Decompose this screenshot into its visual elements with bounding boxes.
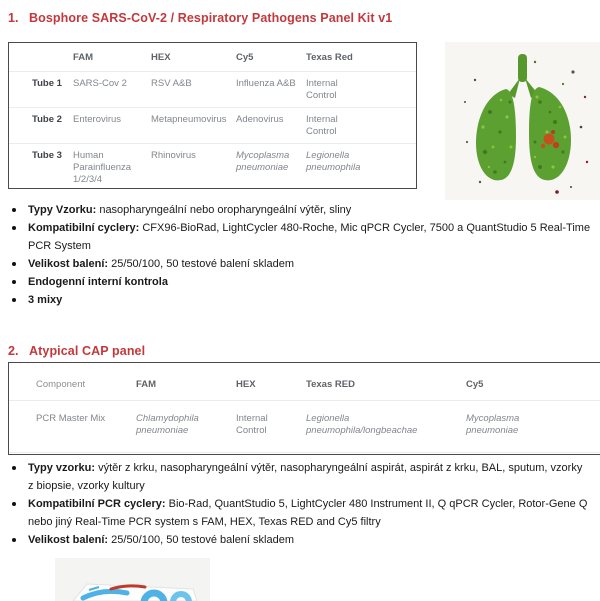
- table2-header-row: [9, 363, 600, 401]
- bullet-dot: [12, 538, 16, 542]
- bullet-dot: [12, 502, 16, 506]
- lungs-illustration: [445, 42, 600, 200]
- bullet-dot: [12, 208, 16, 212]
- table-row-master-mix: [9, 401, 600, 453]
- tube3-fam: Human Parainfluenza 1/2/3/4: [73, 150, 132, 185]
- product-box-photo: [55, 558, 210, 601]
- tube3-texas-red: Legionella pneumophila: [306, 150, 361, 173]
- section1-heading: [8, 11, 392, 25]
- tube1-cy5: Influenza A&B: [236, 72, 306, 108]
- tube2-label: Tube 2: [9, 108, 73, 144]
- table1-header-row: [9, 43, 416, 72]
- bullet-compatible-cyclers-2: Kompatibilní PCR cyclery: Bio-Rad, QuantStudio 5, LightCycler 480 Instrument II, Q qPCR Cycler, Rotor-Gene Q nebo jiný Real-Time PCR system s FAM, HEX, Texas RED and Cy5 filtry: [8, 495, 600, 531]
- tube2-texas-red: Internal Control: [306, 108, 376, 144]
- section2-heading: [8, 344, 145, 358]
- table2-col-fam: FAM: [136, 363, 236, 401]
- bullet-internal-control: Endogenní interní kontrola: [8, 273, 600, 291]
- bullet-dot: [12, 298, 16, 302]
- bullet-dot: [12, 226, 16, 230]
- table-row-tube2: [9, 108, 416, 144]
- table2-col-hex: HEX: [236, 363, 306, 401]
- tube3-cy5: Mycoplasma pneumoniae: [236, 150, 290, 173]
- table1-col-texas-red: Texas Red: [306, 43, 376, 72]
- mastermix-hex: Internal Control: [236, 401, 306, 453]
- mastermix-component: PCR Master Mix: [9, 401, 136, 453]
- mastermix-texas-red: Legionella pneumophila/longbeachae: [306, 401, 466, 453]
- bullet-dot: [12, 466, 16, 470]
- product-box-image: [55, 558, 210, 601]
- table-row-tube3: [9, 144, 416, 190]
- table1-col-filler: [376, 43, 416, 72]
- bullet-sample-types-2: Typy vzorku: výtěr z krku, nasopharyngeální výtěr, nasopharyngeální aspirát, aspirát z krku, BAL, sputum, vzorky z biopsie, vzorky kultury: [8, 459, 600, 495]
- bullet-dot: [12, 262, 16, 266]
- tube2-hex: Metapneumovirus: [151, 108, 236, 144]
- bullet-pack-size-2: Velikost balení: 25/50/100, 50 testové balení skladem: [8, 531, 600, 549]
- tube1-fam: SARS-Cov 2: [73, 72, 151, 108]
- tube1-texas-red: Internal Control: [306, 72, 376, 108]
- bullet-compatible-cyclers: Kompatibilní cyclery: CFX96-BioRad, LightCycler 480-Roche, Mic qPCR Cycler, 7500 a QuantStudio 5 Real-Time PCR System: [8, 219, 600, 255]
- section1-number: 1.: [8, 11, 19, 25]
- section1-bullet-list: [8, 201, 600, 309]
- lungs-image: [445, 42, 600, 200]
- table2-col-texas-red: Texas RED: [306, 363, 466, 401]
- tube2-cy5: Adenovirus: [236, 108, 306, 144]
- section2-bullet-list: [8, 459, 600, 549]
- section1-title: Bosphore SARS-CoV-2 / Respiratory Pathogens Panel Kit v1: [29, 11, 393, 25]
- mastermix-fam: Chlamydophila pneumoniae: [136, 401, 236, 453]
- table-row-tube1: [9, 72, 416, 108]
- tube2-fam: Enterovirus: [73, 108, 151, 144]
- atypical-cap-table: [8, 362, 600, 455]
- tube3-label: Tube 3: [32, 150, 62, 161]
- section2-number: 2.: [8, 344, 19, 358]
- tube1-hex: RSV A&B: [151, 72, 236, 108]
- bullet-pack-size: Velikost balení: 25/50/100, 50 testové balení skladem: [8, 255, 600, 273]
- table2-col-cy5: Cy5: [466, 363, 566, 401]
- table1-col-empty: [9, 43, 73, 72]
- table1-col-hex: HEX: [151, 43, 236, 72]
- pathogens-panel-table: [8, 42, 417, 189]
- tube1-label: Tube 1: [9, 72, 73, 108]
- table1-col-fam: FAM: [73, 43, 151, 72]
- table2-col-filler: [566, 363, 600, 401]
- bullet-dot: [12, 280, 16, 284]
- bullet-mixes: 3 mixy: [8, 291, 600, 309]
- tube3-hex: Rhinovirus: [151, 150, 196, 161]
- bullet-sample-types: Typy Vzorku: nasopharyngeální nebo oropharyngeální výtěr, sliny: [8, 201, 600, 219]
- mastermix-cy5: Mycoplasma pneumoniae: [466, 401, 566, 453]
- section2-title: Atypical CAP panel: [29, 344, 146, 358]
- table2-col-component: Component: [9, 363, 136, 401]
- table1-col-cy5: Cy5: [236, 43, 306, 72]
